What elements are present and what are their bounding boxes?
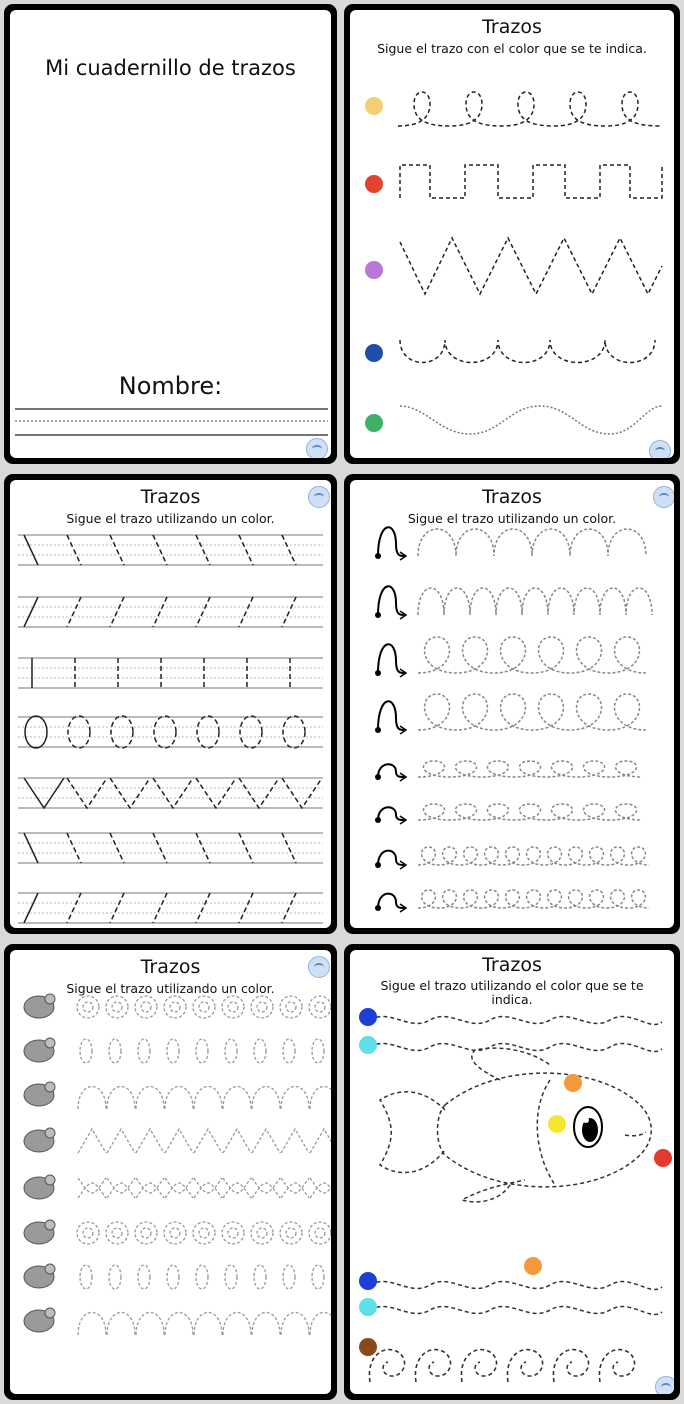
blue-color-dot bbox=[359, 1008, 377, 1026]
fish-mouth-trace bbox=[625, 1132, 646, 1136]
fish-body-trace bbox=[438, 1073, 652, 1187]
butterfly-icon bbox=[24, 1264, 55, 1288]
worksheet-animal-strokes bbox=[4, 944, 337, 1400]
cursive-trace-row bbox=[375, 761, 642, 781]
line-trace-rows bbox=[10, 480, 331, 928]
page-subtitle: Sigue el trazo con el color que se te indica. bbox=[377, 41, 647, 56]
trace-row bbox=[78, 1087, 331, 1110]
blue-color-dot bbox=[359, 1272, 377, 1290]
trace-row bbox=[77, 996, 331, 1018]
page-subtitle: Sigue el trazo utilizando un color. bbox=[66, 981, 275, 996]
page-title: Trazos bbox=[140, 486, 201, 508]
worksheet-line-strokes bbox=[4, 474, 337, 934]
brand-logo-icon bbox=[649, 440, 671, 458]
yellow-color-dot bbox=[548, 1115, 566, 1133]
orange-color-dot bbox=[564, 1074, 582, 1092]
trace-row bbox=[78, 1129, 331, 1153]
trace-row bbox=[18, 778, 323, 808]
wave-trace bbox=[370, 1017, 662, 1025]
trace-row bbox=[18, 893, 323, 923]
worksheet-cursive-strokes bbox=[344, 474, 680, 934]
page-title: Trazos bbox=[482, 16, 542, 38]
loop-trace bbox=[398, 92, 660, 126]
bee-icon bbox=[24, 1082, 55, 1106]
worksheet-cover bbox=[4, 4, 337, 464]
butterfly-icon bbox=[24, 1038, 55, 1062]
name-writing-lines bbox=[10, 10, 331, 458]
arc-trace bbox=[400, 340, 655, 363]
trace-row bbox=[78, 1313, 331, 1336]
red-color-dot bbox=[654, 1149, 672, 1167]
trace-row bbox=[18, 716, 323, 748]
page-subtitle: Sigue el trazo utilizando un color. bbox=[66, 511, 275, 526]
wave-trace bbox=[370, 1307, 662, 1315]
cyan-color-dot bbox=[359, 1036, 377, 1054]
fish-fin-trace bbox=[472, 1048, 550, 1080]
cursive-trace-row bbox=[375, 847, 649, 869]
cursive-trace-row bbox=[375, 637, 646, 677]
trace-row bbox=[80, 1039, 324, 1063]
spiral-trace-row bbox=[369, 1350, 634, 1382]
orange-color-dot bbox=[524, 1257, 542, 1275]
page-subtitle: Sigue el trazo utilizando el color que se te indica. bbox=[380, 978, 644, 1007]
trace-row bbox=[18, 658, 323, 688]
wave-trace bbox=[400, 406, 662, 434]
cyan-color-dot bbox=[359, 1298, 377, 1316]
ladybug-icon bbox=[24, 1128, 55, 1152]
spider-icon bbox=[24, 1175, 55, 1199]
trace-row bbox=[77, 1222, 331, 1244]
trace-row bbox=[18, 535, 323, 565]
page-subtitle: Sigue el trazo utilizando un color. bbox=[407, 511, 617, 526]
square-wave-trace bbox=[400, 165, 662, 198]
page-title: Trazos bbox=[140, 956, 201, 978]
fish-gill-trace bbox=[537, 1080, 555, 1185]
cursive-trace-row bbox=[375, 527, 646, 560]
snail-icon bbox=[24, 1220, 55, 1244]
fish-tail-trace bbox=[380, 1092, 445, 1173]
trace-row bbox=[18, 597, 323, 627]
cursive-trace-rows bbox=[350, 480, 674, 928]
brand-logo-icon bbox=[655, 1376, 674, 1394]
name-label: Nombre: bbox=[118, 372, 223, 400]
zigzag-trace bbox=[400, 238, 662, 294]
cover-title: Mi cuadernillo de trazos bbox=[45, 56, 296, 80]
trace-row bbox=[80, 1265, 324, 1289]
page-title: Trazos bbox=[482, 954, 542, 976]
cursive-trace-row bbox=[375, 694, 646, 734]
trace-patterns bbox=[350, 10, 674, 458]
cursive-trace-row bbox=[375, 890, 649, 912]
worksheet-color-strokes bbox=[344, 4, 680, 464]
brown-color-dot bbox=[359, 1338, 377, 1356]
snail-icon bbox=[24, 994, 55, 1018]
brand-logo-icon bbox=[306, 438, 328, 458]
animal-trace-rows bbox=[10, 950, 331, 1394]
worksheet-fish bbox=[344, 944, 680, 1400]
cursive-trace-row bbox=[375, 804, 642, 824]
bee-icon bbox=[24, 1308, 55, 1332]
fish-trace-drawing bbox=[350, 950, 674, 1394]
cursive-trace-row bbox=[375, 586, 652, 619]
fish-bottom-fin-trace bbox=[462, 1180, 525, 1202]
wave-trace bbox=[370, 1282, 662, 1290]
page-title: Trazos bbox=[482, 486, 542, 508]
trace-row bbox=[18, 833, 323, 863]
trace-row bbox=[78, 1178, 331, 1198]
